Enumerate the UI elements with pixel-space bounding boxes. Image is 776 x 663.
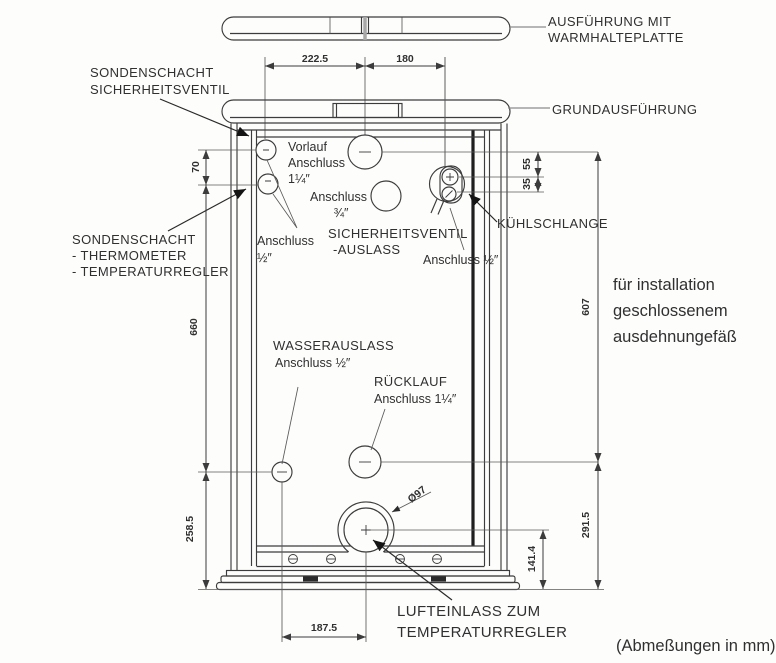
label-air-inlet-line2: TEMPERATURREGLER — [397, 624, 568, 641]
dia-callout — [392, 484, 431, 512]
label-ruecklauf-line1: RÜCKLAUF — [374, 374, 448, 389]
dim-bottom — [282, 622, 366, 637]
dim-180: 180 — [396, 53, 414, 65]
note-expansion-line2: geschlossenem — [613, 302, 728, 320]
label-conn-half-left-line2: ½″ — [257, 251, 272, 265]
label-vorlauf-line2: Anschluss — [288, 156, 345, 170]
callout-warming-plate-line1: AUSFÜHRUNG MIT — [548, 14, 672, 29]
dim-660: 660 — [188, 318, 200, 336]
label-conn-34-line1: Anschluss — [310, 190, 367, 204]
label-water-outlet-line1: WASSERAUSLASS — [273, 338, 395, 353]
coil-pipe-tails — [431, 199, 444, 215]
probe-circle-bottom — [258, 174, 278, 194]
callout-warming-plate-line2: WARMHALTEPLATTE — [548, 30, 684, 45]
leader-water-outlet — [282, 387, 298, 464]
label-conn-half-left-line1: Anschluss — [257, 234, 314, 248]
label-vorlauf-line3: 1¼″ — [288, 172, 310, 186]
label-probe-top-line1: SONDENSCHACHT — [90, 65, 214, 80]
dim-258-5: 258.5 — [184, 515, 196, 543]
label-ruecklauf-line2: Anschluss 1¼″ — [374, 392, 457, 406]
base-top-plate — [222, 100, 550, 123]
label-probe-left-line2: - THERMOMETER — [72, 248, 187, 263]
note-expansion-line1: für installation — [613, 276, 715, 294]
dim-141-4: 141.4 — [526, 545, 538, 573]
dim-291-5: 291.5 — [580, 511, 592, 539]
label-conn-34-line2: ¾″ — [333, 206, 349, 220]
dim-35: 35 — [521, 178, 533, 190]
note-expansion-line3: ausdehnungefäß — [613, 328, 737, 346]
label-vorlauf-line1: Vorlauf — [288, 140, 327, 154]
note-units: (Abmeßungen in mm) — [616, 637, 776, 655]
leader-probe-connections — [267, 160, 297, 228]
arrow-probe-left — [168, 189, 246, 231]
cooling-coil-assembly — [430, 57, 465, 215]
label-safety-valve-line2: -AUSLASS — [333, 242, 401, 257]
dim-55: 55 — [521, 158, 533, 170]
rail-screws — [289, 555, 442, 564]
label-probe-top-line2: SICHERHEITSVENTIL — [90, 82, 230, 97]
dim-222-5: 222.5 — [301, 53, 329, 65]
label-conn-half-right: Anschluss ½″ — [423, 253, 499, 267]
label-water-outlet-line2: Anschluss ½″ — [275, 356, 351, 370]
foot-mark-left — [303, 577, 318, 582]
dim-187-5: 187.5 — [310, 622, 338, 634]
label-cooling-coil: KÜHLSCHLANGE — [497, 216, 608, 231]
leader-ruecklauf — [371, 409, 385, 450]
conn-34-circle — [371, 181, 401, 211]
dim-70: 70 — [190, 161, 202, 173]
label-safety-valve-line1: SICHERHEITSVENTIL — [328, 226, 468, 241]
callout-texts — [72, 14, 776, 655]
dim-607: 607 — [580, 298, 592, 316]
callout-base-model: GRUNDAUSFÜHRUNG — [552, 102, 698, 117]
label-probe-left-line3: - TEMPERATURREGLER — [72, 264, 229, 279]
warming-plate — [222, 17, 546, 40]
dim-dia-97: Ø97 — [405, 483, 429, 506]
label-air-inlet-line1: LUFTEINLASS ZUM — [397, 603, 541, 620]
foot-mark-right — [431, 577, 446, 582]
label-probe-left-line1: SONDENSCHACHT — [72, 232, 196, 247]
